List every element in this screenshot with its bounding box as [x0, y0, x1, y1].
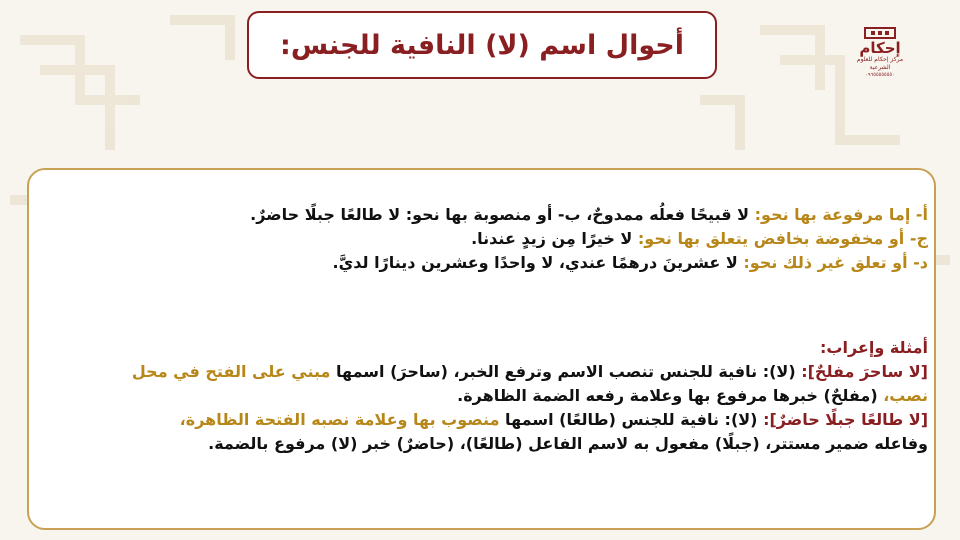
example-1-sentence: [لا ساحرَ مفلحٌ]:: [801, 362, 928, 381]
case-a-prefix: أ- إما مرفوعة بها نحو:: [754, 205, 928, 224]
examples-section: [28, 336, 928, 456]
example-2-line-1: [28, 408, 928, 432]
logo-emblem-icon: [863, 26, 897, 40]
example-1-line-2: [28, 384, 928, 408]
case-d-example: لا عشرينَ درهمًا عندي، لا واحدًا وعشرين دينارًا لديَّ.: [332, 253, 744, 272]
case-c-example: لا خيرًا مِن زيدٍ عندنا.: [471, 229, 638, 248]
example-1-highlight: مبني على الفتح في محل: [131, 362, 331, 381]
case-d-line: [28, 251, 928, 275]
logo-name: إحكام: [859, 39, 901, 57]
logo-subtitle: مركز إحكام للعلوم الشرعية: [856, 56, 904, 71]
example-1-line2-text: (مفلحٌ) خبرها مرفوع بها وعلامة رفعه الضمة الظاهرة.: [457, 386, 884, 405]
example-2-sentence: [لا طالعًا جبلًا حاضرٌ]:: [763, 410, 928, 429]
case-d-prefix: د- أو تعلق غير ذلك نحو:: [743, 253, 928, 272]
logo-phone: ٠٩٦٥٥٥٥٥٥٥٠: [865, 72, 895, 78]
example-2-highlight: منصوب بها وعلامة نصبه الفتحة الظاهرة،: [179, 410, 500, 429]
content-text: [28, 203, 928, 453]
example-1-line2-highlight: نصب،: [883, 386, 928, 405]
case-c-prefix: ج- أو مخفوضة بخافض يتعلق بها نحو:: [637, 229, 928, 248]
case-a-line: [28, 203, 928, 227]
example-2-line-2: وفاعله ضمير مستتر، (جبلًا) مفعول به لاسم الفاعل (طالعًا)، (حاضرٌ) خبر (لا) مرفوع بالضمة.: [208, 434, 928, 453]
center-logo: [848, 26, 912, 96]
example-1-text: (لا): نافية للجنس تنصب الاسم وترفع الخبر، (ساحرَ) اسمها: [330, 362, 802, 381]
examples-heading: أمثلة وإعراب:: [820, 338, 928, 357]
page-title: أحوال اسم (لا) النافية للجنس:: [280, 29, 684, 61]
example-1-line-1: [28, 360, 928, 384]
example-2-text: (لا): نافية للجنس (طالعًا) اسمها: [499, 410, 764, 429]
cases-section: [28, 203, 928, 275]
case-c-line: [28, 227, 928, 251]
case-a-example: لا قبيحًا فعلُه ممدوحٌ، ب- أو منصوبة بها نحو: لا طالعًا جبلًا حاضرٌ.: [250, 205, 755, 224]
title-box: [247, 11, 717, 79]
